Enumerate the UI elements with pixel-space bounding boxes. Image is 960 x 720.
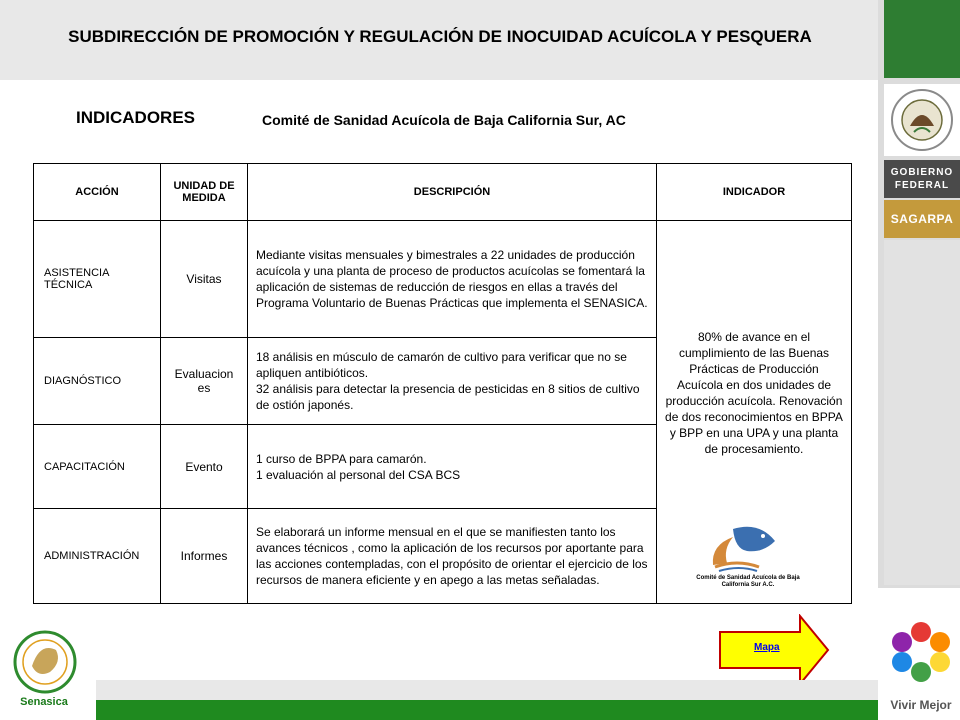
committee-name: Comité de Sanidad Acuícola de Baja California Sur, AC <box>262 112 626 128</box>
header-accion: ACCIÓN <box>34 164 161 221</box>
sagarpa-logo: SAGARPA <box>884 200 960 238</box>
mexico-crest-icon <box>884 84 960 156</box>
cell-descripcion <box>248 425 657 509</box>
cell-descripcion: Se elaborará un informe mensual en el que se manifiesten tanto los avances técnicos , como la aplicación de los recursos por aportante para las acciones contempladas, con el propósito de orientar el ejercicio de los recursos de manera eficiente y en apego a las metas señaladas. <box>248 509 657 604</box>
mapa-arrow-button[interactable] <box>718 614 830 686</box>
section-label: INDICADORES <box>76 108 196 127</box>
sidebar-panel <box>884 240 960 585</box>
cell-unidad: Visitas <box>161 221 248 338</box>
unidad-text: Evaluaciones <box>174 367 234 395</box>
cell-accion: ASISTENCIA TÉCNICA <box>34 221 161 338</box>
sidebar-green-band <box>884 0 960 78</box>
descripcion-line: 1 evaluación al personal del CSA BCS <box>256 467 461 482</box>
csa-bcs-logo <box>693 523 803 593</box>
cell-unidad: Informes <box>161 509 248 604</box>
gobierno-federal-logo: GOBIERNO FEDERAL <box>884 160 960 198</box>
indicators-table <box>33 163 852 604</box>
header-unidad: UNIDAD DE MEDIDA <box>161 164 248 221</box>
descripcion-line: 32 análisis para detectar la presencia de pesticidas en 8 sitios de cultivo de ostión japonés. <box>256 382 640 412</box>
cell-accion: CAPACITACIÓN <box>34 425 161 509</box>
page-title: SUBDIRECCIÓN DE PROMOCIÓN Y REGULACIÓN DE INOCUIDAD ACUÍCOLA Y PESQUERA <box>68 27 812 46</box>
csa-logo-text: Comité de Sanidad Acuícola de Baja California Sur A.C. <box>696 575 800 588</box>
cell-accion: DIAGNÓSTICO <box>34 338 161 425</box>
descripcion-line: 1 curso de BPPA para camarón. <box>256 451 427 466</box>
cell-descripcion: Mediante visitas mensuales y bimestrales a 22 unidades de producción acuícola y una planta de proceso de productos acuícolas se fomentará la aplicación de sistemas de reducción de riesgos en ellas a través del Programa Voluntario de Buenas Prácticas que implementa el SENASICA. <box>248 221 657 338</box>
table-row <box>34 221 852 338</box>
vivir-mejor-label: Vivir Mejor <box>890 698 952 712</box>
header-indicador: INDICADOR <box>657 164 852 221</box>
indicador-text: 80% de avance en el cumplimiento de las Buenas Prácticas de Producción Acuícola en dos unidades de producción acuícola. Renovación de dos reconocimientos en BPPA y BPP en una UPA y una planta de procesamiento. <box>665 330 843 456</box>
table-header-row <box>34 164 852 221</box>
footer-green-band <box>96 700 878 720</box>
cell-unidad <box>161 338 248 425</box>
cell-descripcion <box>248 338 657 425</box>
header-descripcion: DESCRIPCIÓN <box>248 164 657 221</box>
mapa-link[interactable]: Mapa <box>754 642 780 653</box>
cell-indicador <box>657 221 852 604</box>
senasica-label: Senasica <box>20 696 68 708</box>
cell-accion: ADMINISTRACIÓN <box>34 509 161 604</box>
descripcion-line: 18 análisis en músculo de camarón de cultivo para verificar que no se apliquen antibióticos. <box>256 350 627 380</box>
cell-unidad: Evento <box>161 425 248 509</box>
footer-gray-band <box>96 680 878 700</box>
